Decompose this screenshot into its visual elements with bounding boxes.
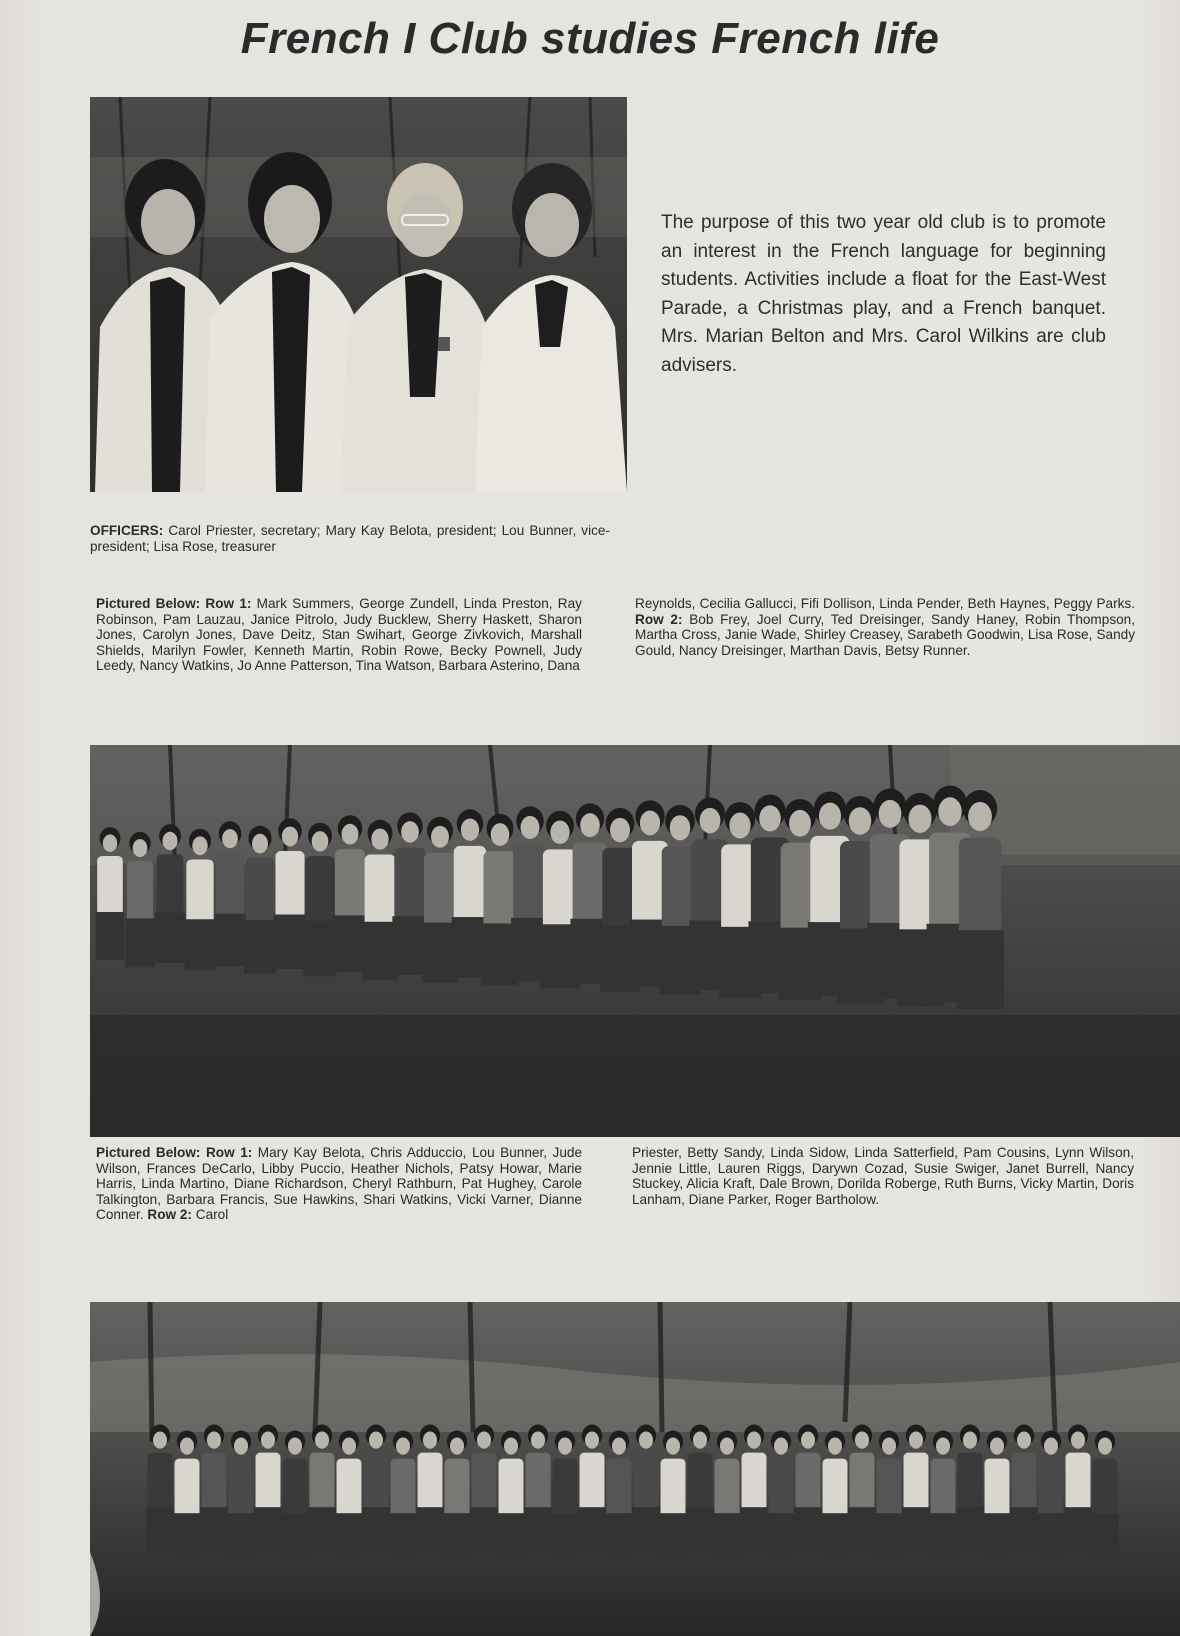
group2-caption-left — [96, 1145, 582, 1223]
row1-names: Mary Kay Belota, Chris Adduccio, Lou Bunner, Jude Wilson, Frances DeCarlo, Libby Puccio, Heather Nichols, Patsy Howar, Marie Harris, Linda Martino, Diane Richardson, Cheryl Rathburn, Pat Hughey, Carole Talkington, Barbara Francis, Sue Hawkins, Shari Watkins, Vicki Varner, Dianne Conner. — [96, 1145, 583, 1223]
pictured-below-label: Pictured Below: — [96, 1145, 201, 1160]
row1-label: Row 1: — [205, 1145, 253, 1160]
group1-caption-left — [96, 596, 582, 674]
row1-names-cont: Reynolds, Cecilia Gallucci, Fifi Dollison, Linda Pender, Beth Haynes, Peggy Parks. — [635, 596, 1135, 611]
row1-label: Row 1: — [205, 596, 252, 611]
officers-photo — [90, 97, 627, 492]
officers-caption — [90, 523, 610, 554]
group2-caption-right — [632, 1145, 1134, 1207]
page-title: French I Club studies French life — [240, 14, 940, 63]
row2-names-cont: Priester, Betty Sandy, Linda Sidow, Linda Satterfield, Pam Cousins, Lynn Wilson, Jennie Little, Lauren Riggs, Darywn Cozad, Susie Swiger, Janet Burrell, Nancy Stuckey, Alicia Kraft, Dale Brown, Dorilda Roberge, Ruth Burns, Vicky Martin, Doris Lanham, Diane Parker, Roger Bartholow. — [632, 1145, 1134, 1207]
row1-names: Mark Summers, George Zundell, Linda Preston, Ray Robinson, Pam Lauzau, Janice Pitrolo, Judy Bucklew, Sherry Haskett, Sharon Jones, Carolyn Jones, Dave Deitz, Stan Swihart, George Zivkovich, Marshall Shields, Marilyn Fowler, Kenneth Martin, Robin Rowe, Becky Pownell, Judy Leedy, Nancy Watkins, Jo Anne Patterson, Tina Watson, Barbara Asterino, Dana — [96, 596, 582, 674]
officers-names: Carol Priester, secretary; Mary Kay Belota, president; Lou Bunner, vice-president; Lisa Rose, treasurer — [90, 523, 610, 554]
group-photo-row1 — [90, 745, 1180, 1137]
row2-names: Carol — [195, 1207, 229, 1223]
row2-names: Bob Frey, Joel Curry, Ted Dreisinger, Sandy Haney, Robin Thompson, Martha Cross, Janie Wade, Shirley Creasey, Sarabeth Goodwin, Lisa Rose, Sandy Gould, Nancy Dreisinger, Marthan Davis, Betsy Runner. — [635, 611, 1136, 658]
row2-label: Row 2: — [147, 1207, 192, 1223]
group-photo-row2 — [90, 1302, 1180, 1636]
club-description: The purpose of this two year old club is to promote an interest in the French language for beginning students. Activities include a float for the East-West Parade, a Christmas play, and a French banquet. Mrs. Marian Belton and Mrs. Carol Wilkins are club advisers. — [661, 212, 1106, 376]
officers-label: OFFICERS: — [90, 523, 164, 538]
group1-caption-right — [635, 596, 1135, 658]
row2-label: Row 2: — [635, 611, 683, 627]
pictured-below-label: Pictured Below: — [96, 596, 201, 611]
